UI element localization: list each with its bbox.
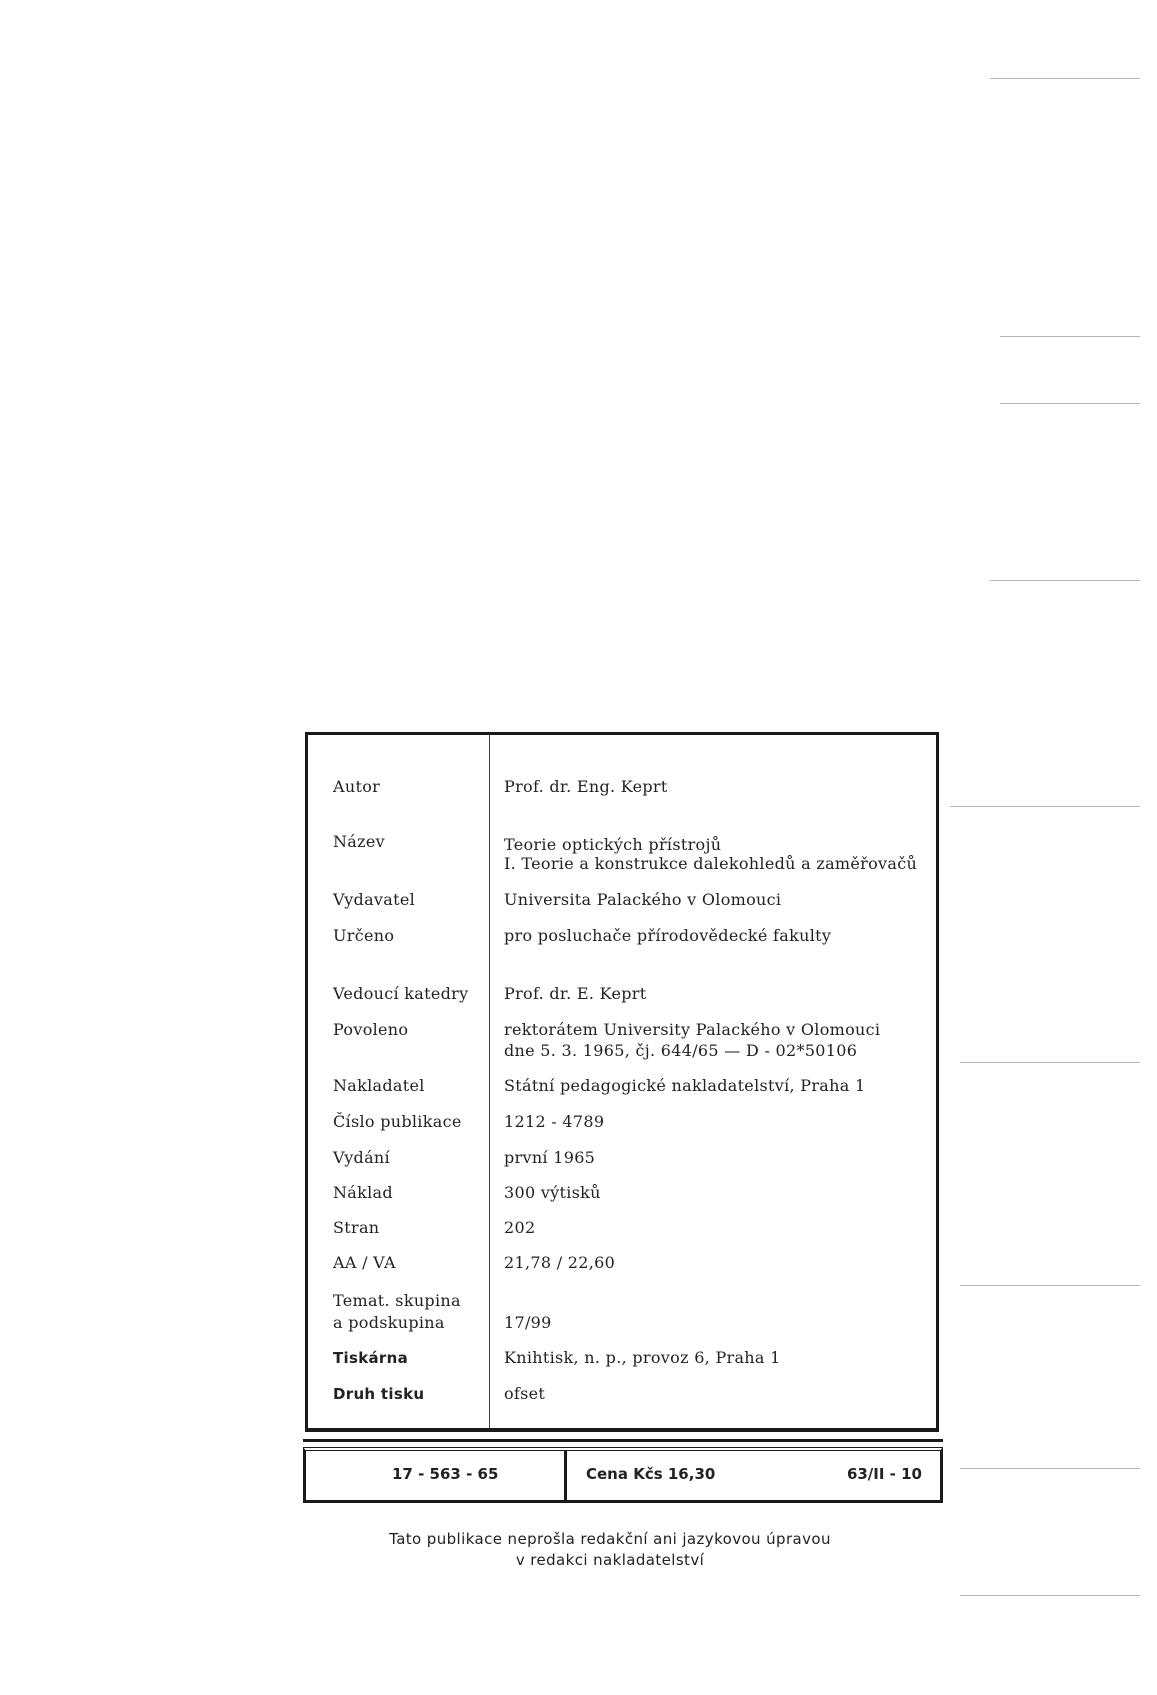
value-vydavatel: Universita Palackého v Olomouci (504, 890, 782, 909)
label-tiskarna: Tiskárna (333, 1349, 408, 1367)
value-autor: Prof. dr. Eng. Keprt (504, 777, 668, 796)
scan-artifact (990, 580, 1140, 581)
imprint-table (305, 732, 939, 1432)
label-temat-skupina: Temat. skupina (333, 1291, 461, 1310)
publication-code: 17 - 563 - 65 (392, 1465, 499, 1483)
value-urceno: pro posluchače přírodovědecké fakulty (504, 926, 832, 945)
scan-artifact (960, 1468, 1140, 1469)
value-tiskarna: Knihtisk, n. p., provoz 6, Praha 1 (504, 1348, 781, 1367)
value-povoleno-line1: rektorátem University Palackého v Olomouci (504, 1020, 881, 1039)
scan-artifact (960, 1595, 1140, 1596)
publication-code-bar (303, 1447, 943, 1503)
value-nazev-line2: I. Teorie a konstrukce dalekohledů a zaměřovačů (504, 854, 918, 873)
value-aa-va: 21,78 / 22,60 (504, 1253, 616, 1272)
label-cislo-publikace: Číslo publikace (333, 1112, 462, 1131)
scan-artifact (1000, 336, 1140, 337)
scan-artifact (1000, 403, 1140, 404)
reference-number: 63/II - 10 (846, 1465, 922, 1483)
value-povoleno-line2: dne 5. 3. 1965, čj. 644/65 — D - 02*50106 (504, 1041, 858, 1060)
value-nakladatel: Státní pedagogické nakladatelství, Praha 1 (504, 1076, 866, 1095)
scan-artifact (960, 1285, 1140, 1286)
editorial-note-line2: v redakci nakladatelství (515, 1551, 705, 1569)
value-stran: 202 (504, 1218, 536, 1237)
column-divider (489, 735, 490, 1428)
label-podskupina: a podskupina (333, 1313, 445, 1332)
scan-artifact (990, 78, 1140, 79)
value-druh-tisku: ofset (504, 1384, 546, 1403)
editorial-note-line1: Tato publikace neprošla redakční ani jazykovou úpravou (389, 1530, 831, 1548)
label-vydani: Vydání (333, 1148, 390, 1167)
value-naklad: 300 výtisků (504, 1183, 601, 1202)
label-vydavatel: Vydavatel (333, 890, 416, 909)
bar-divider (564, 1451, 567, 1500)
value-podskupina: 17/99 (504, 1313, 552, 1332)
label-aa-va: AA / VA (333, 1253, 396, 1272)
value-vydani: první 1965 (504, 1148, 596, 1167)
scan-artifact (960, 1062, 1140, 1063)
label-povoleno: Povoleno (333, 1020, 409, 1039)
label-druh-tisku: Druh tisku (333, 1385, 425, 1403)
value-cislo-publikace: 1212 - 4789 (504, 1112, 605, 1131)
value-nazev-line1: Teorie optických přístrojů (504, 835, 722, 854)
label-urceno: Určeno (333, 926, 395, 945)
label-vedouci-katedry: Vedoucí katedry (333, 984, 469, 1003)
label-nakladatel: Nakladatel (333, 1076, 425, 1095)
price: Cena Kčs 16,30 (586, 1465, 716, 1483)
label-nazev: Název (333, 832, 385, 851)
label-naklad: Náklad (333, 1183, 393, 1202)
label-stran: Stran (333, 1218, 380, 1237)
value-vedouci-katedry: Prof. dr. E. Keprt (504, 984, 647, 1003)
scan-artifact (950, 806, 1140, 807)
label-autor: Autor (333, 777, 381, 796)
